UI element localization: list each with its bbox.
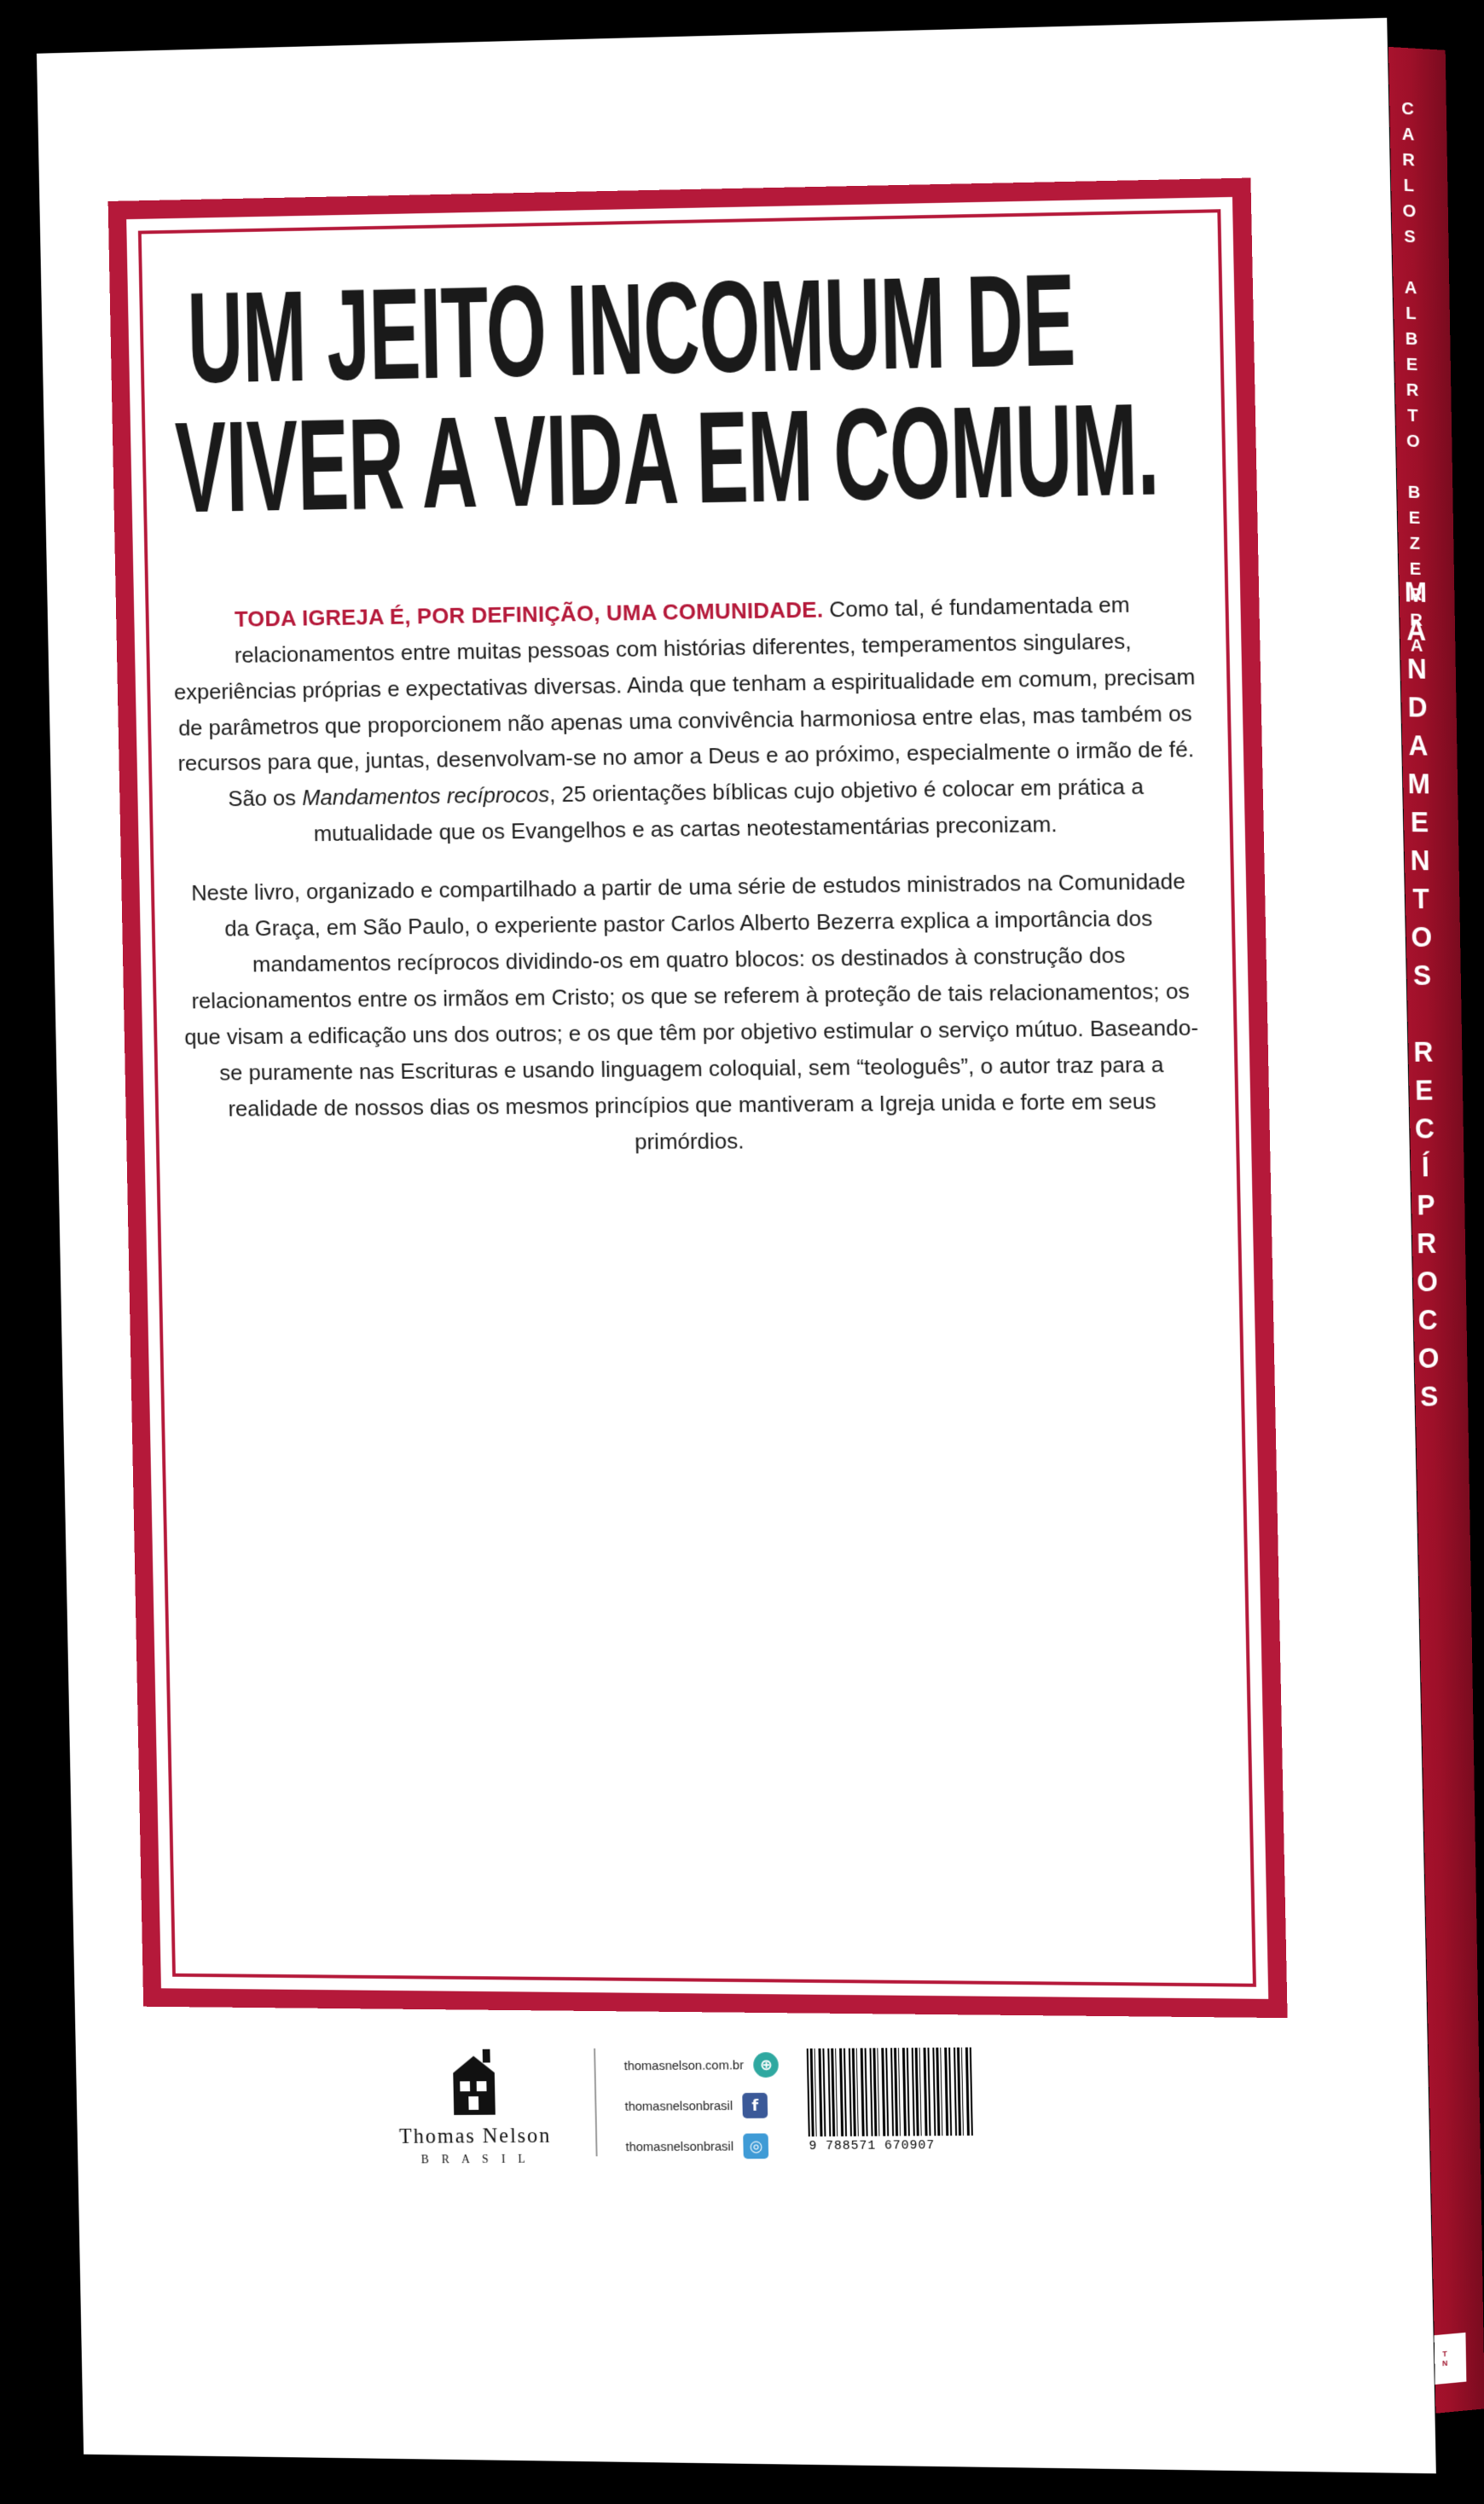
blurb-text — [171, 585, 1205, 1162]
headline-line-1: UM JEITO INCOMUM DE — [186, 247, 1076, 411]
headline — [165, 247, 1192, 541]
spine-author: CARLOS ALBERTO BEZERRA — [1398, 98, 1427, 662]
instagram-icon[interactable]: ◎ — [743, 2133, 768, 2159]
blurb-paragraph-1-tail: , 25 orientações bíblicas cujo objetivo é colocar em prática a mutualidade que os Evangelhos e as cartas neotestamentárias preconizam. — [313, 774, 1145, 847]
list-item[interactable] — [623, 2052, 779, 2078]
barcode-number: 9 788571 670907 — [809, 2138, 936, 2153]
blurb-lead: TODA IGREJA É, POR DEFINIÇÃO, UMA COMUNIDADE. — [234, 596, 824, 632]
list-item[interactable] — [625, 2133, 780, 2159]
publisher-name: Thomas Nelson — [398, 2124, 552, 2148]
footer-divider — [594, 2049, 597, 2157]
barcode-icon — [807, 2048, 977, 2137]
social-label-website: thomasnelson.com.br — [623, 2057, 745, 2073]
list-item[interactable] — [624, 2093, 780, 2119]
social-label-instagram: thomasnelsonbrasil — [625, 2139, 734, 2154]
social-label-facebook: thomasnelsonbrasil — [624, 2098, 733, 2114]
blurb-italic-title: Mandamentos recíprocos — [301, 781, 550, 811]
house-chimney — [483, 2049, 490, 2063]
facebook-icon[interactable]: f — [742, 2093, 768, 2119]
house-window-2 — [477, 2081, 487, 2091]
house-window-1 — [460, 2081, 470, 2091]
house-door — [468, 2096, 478, 2110]
cover-footer — [124, 2038, 1272, 2298]
publisher-logo — [370, 2043, 580, 2168]
barcode — [807, 2048, 977, 2153]
blurb-paragraph-1-rest: Como tal, é fundamentada em relacionamentos entre muitas pessoas com histórias diferentes, temperamentos singulares, experiências próprias e expectativas diversas. Ainda que tenham a espiritualidade em comum, precisam de parâmetros que proporcionem não apenas uma convivência harmoniosa entre elas, mas também os recursos para que, juntas, desenvolvam-se no amor a Deus e ao próximo, especialmente o irmão de fé. São os — [173, 591, 1196, 812]
spine-publisher-logo: TN — [1423, 2333, 1467, 2385]
headline-line-2: VIVER A VIDA EM COMUM. — [173, 377, 1160, 541]
blurb-paragraph-1 — [171, 585, 1199, 854]
publisher-subtitle: B R A S I L — [420, 2153, 530, 2167]
spine-title: MANDAMENTOS RECÍPROCOS — [1400, 576, 1445, 1420]
blurb-paragraph-2: Neste livro, organizado e compartilhado a partir de uma série de estudos ministrados na Comunidade da Graça, em São Paulo, o experiente pastor Carlos Alberto Bezerra explica a importância dos mandamentos recíprocos dividindo-os em quatro blocos: os destinados à construção dos relacionamentos entre os irmãos em Cristo; os que se referem à proteção de tais relacionamentos; os que visam a edificação uns dos outros; e os que têm por objetivo estimular o serviço mútuo. Baseando-se puramente nas Escrituras e usando linguagem coloquial, sem “teologuês”, o autor traz para a realidade de nossos dias os mesmos princípios que mantiveram a Igreja unida e forte em seus primórdios. — [183, 868, 1199, 1155]
house-icon — [448, 2049, 501, 2115]
globe-icon[interactable]: ⊕ — [753, 2052, 779, 2078]
social-links — [623, 2042, 781, 2175]
